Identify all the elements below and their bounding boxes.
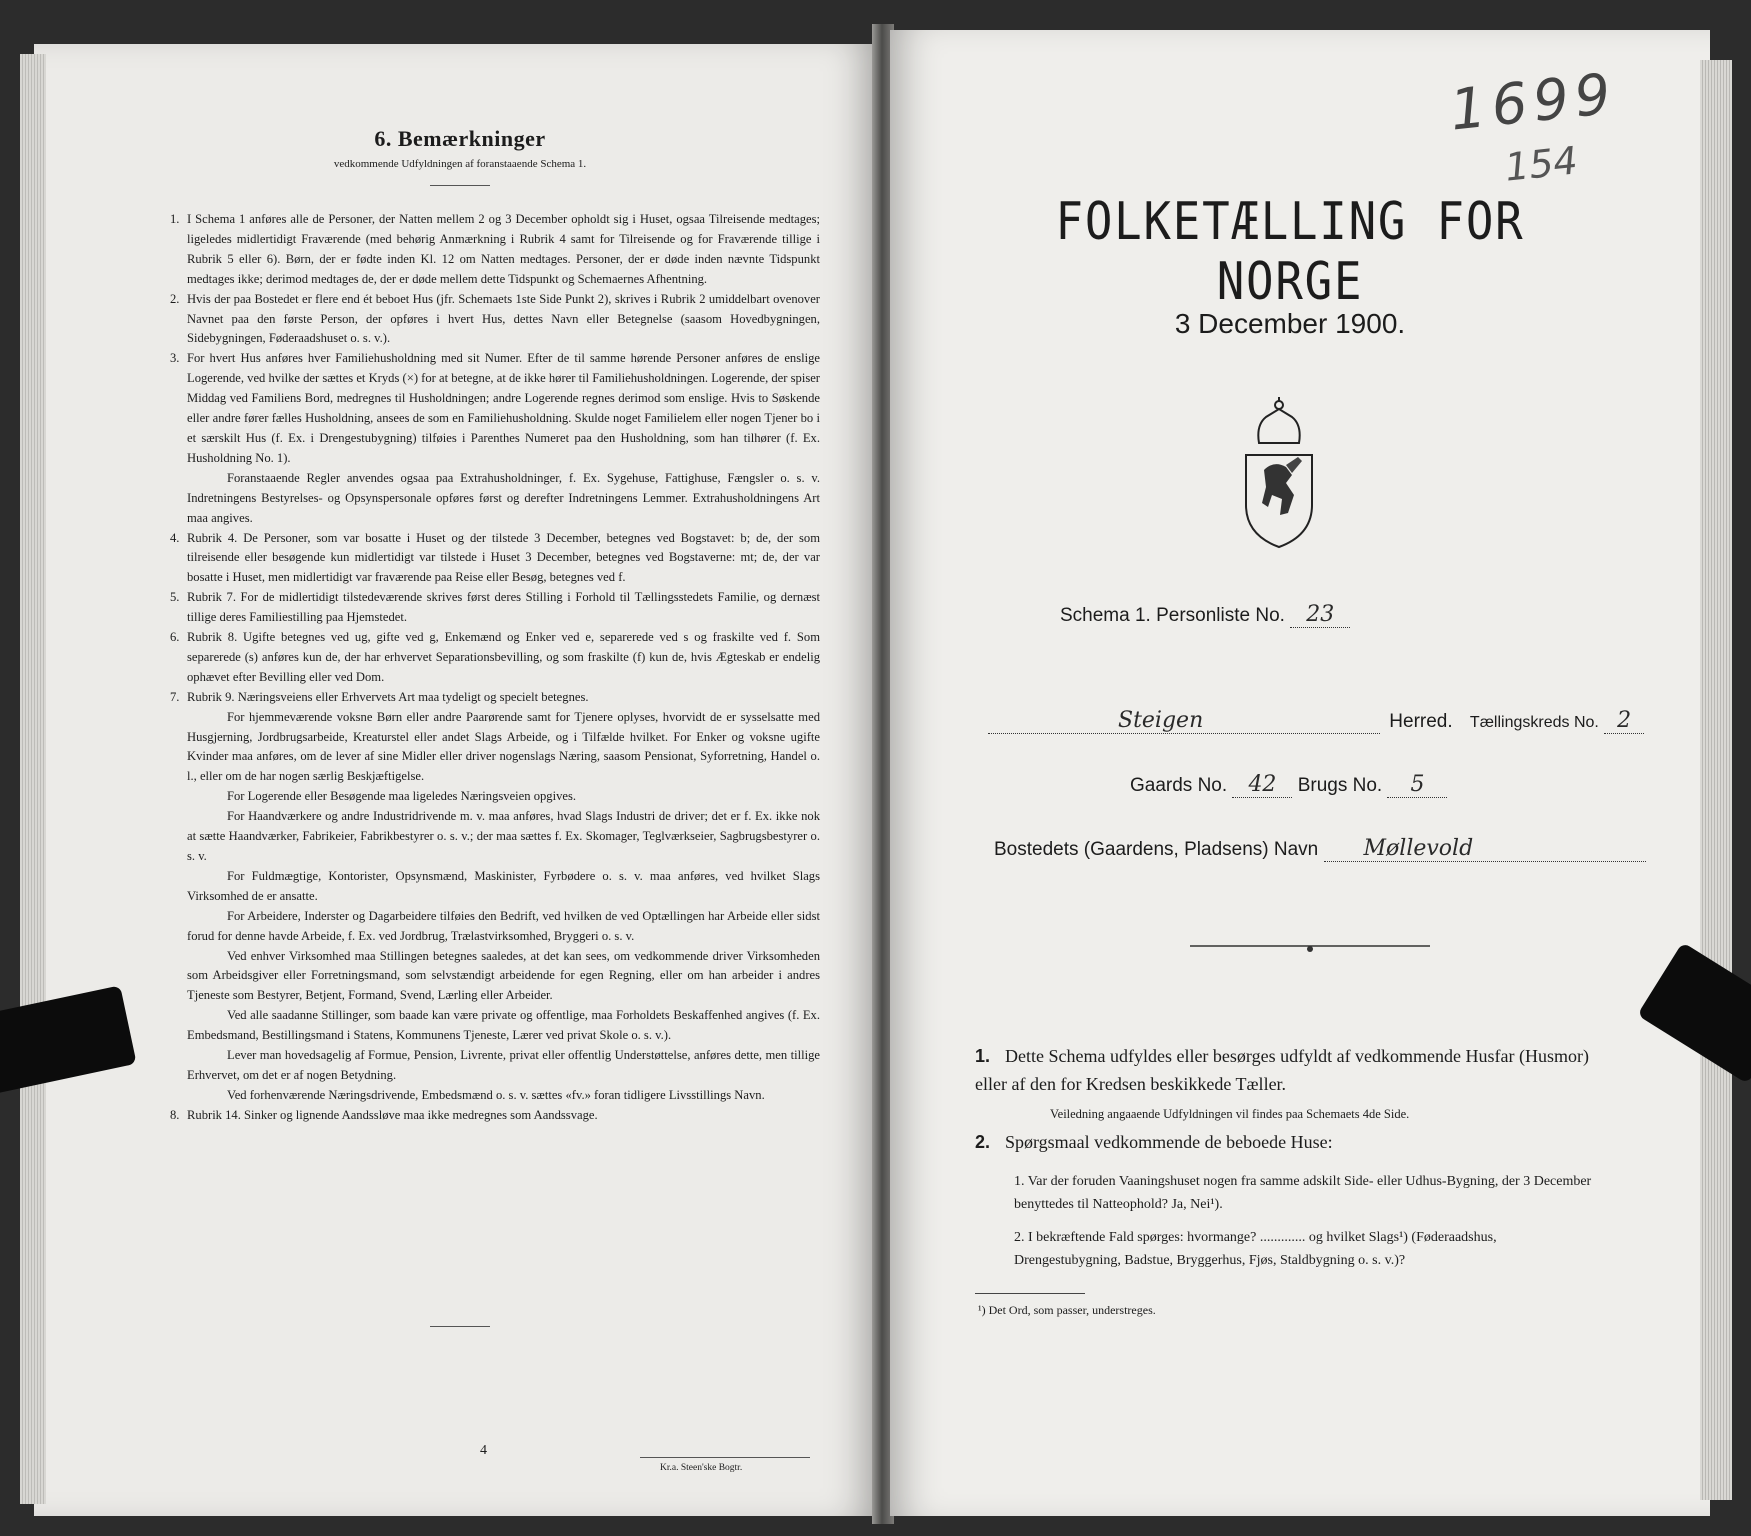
schema-line [1060, 602, 1350, 628]
herred-value: Steigen [1118, 708, 1204, 733]
remark-subparagraph: For Arbeidere, Inderster og Dagarbeidere tilføies den Bedrift, ved hvilken de ved Optællingen har Arbeide eller sidst forud for denne havde Arbeide, f. Ex. ved Jordbrug, Trælastvirksomhed, Bryggeri o. s. v. [187, 908, 820, 943]
remark-item [170, 688, 820, 708]
instruction-2 [975, 1128, 1605, 1156]
bosted-label: Bostedets (Gaardens, Pladsens) Navn [994, 839, 1319, 860]
end-rule [430, 1326, 490, 1327]
bosted-line [994, 836, 1646, 862]
remark-text: Rubrik 14. Sinker og lignende Aandssløve maa ikke medregnes som Aandssvage. [187, 1107, 598, 1122]
instruction-2-text: Spørgsmaal vedkommende de beboede Huse: [1005, 1132, 1333, 1152]
remark-subparagraph: Lever man hovedsagelig af Formue, Pension, Livrente, privat eller offentlig Understøttelse, anføres dette, men tillige Erhvervet, om det er af nogen Betydning. [187, 1048, 820, 1082]
printer-credit: Kr.a. Steen'ske Bogtr. [660, 1463, 743, 1473]
gaards-number: 42 [1248, 772, 1277, 797]
personliste-number: 23 [1306, 602, 1335, 627]
remark-item [170, 588, 820, 628]
pencil-archive-number: 1699 [1447, 61, 1620, 144]
remark-item [170, 1106, 820, 1126]
printer-rule [640, 1457, 810, 1458]
remark-text: Rubrik 9. Næringsveiens eller Erhvervets Art maa tydeligt og specielt betegnes. [187, 689, 589, 704]
left-page-edges [20, 54, 46, 1504]
herred-label: Herred. [1389, 711, 1453, 732]
remark-item [170, 349, 820, 468]
remark-subparagraph: For Logerende eller Besøgende maa ligeledes Næringsveien opgives. [227, 789, 577, 804]
remark-text: Hvis der paa Bostedet er flere end ét beboet Hus (jfr. Schemaets 1ste Side Punkt 2), skrives i Rubrik 2 umiddelbart ovenover Navnet paa den første Person, der opføres i hvert Hus, dettes Navn eller Betegnelse (saasom Hovedbygningen, Sidebygningen, Føderaadshuset o. s. v.). [187, 291, 820, 346]
brugs-label: Brugs No. [1297, 775, 1383, 796]
gaards-line [1130, 772, 1447, 798]
footnote-rule [975, 1293, 1085, 1294]
remark-subparagraph: For hjemmeværende voksne Børn eller andre Paarørende samt for Tjenere oplyses, hvorvidt de er sysselsatte med Husgjerning, Jordbrugsarbeide, Kreaturstel eller andet Slags Arbeide, og i Tilfælde hvilket. For Enker og voksne ugifte Kvinder maa anføres, om de lever af sine Midler eller driver nogenslags Næring, saasom Pensionat, Syforretning, Handel o. l., eller om de har nogen særlig Beskjæftigelse. [187, 709, 820, 784]
page-number: 4 [480, 1443, 487, 1458]
question-2: 2. I bekræftende Fald spørges: hvormange? ............. og hvilket Slags¹) (Føderaadshus, Drengestubygning, Badstue, Bryggerhus, Fjøs, Staldbygning o. s. v.)? [1014, 1230, 1497, 1268]
instruction-1-note: Veiledning angaaende Udfyldningen vil findes paa Schemaets 4de Side. [1050, 1107, 1410, 1121]
remark-item [170, 628, 820, 688]
title-rule [430, 185, 490, 186]
remark-number: 8. [170, 1107, 180, 1122]
remark-item [170, 290, 820, 350]
remark-subparagraph: Ved enhver Virksomhed maa Stillingen betegnes saaledes, at det kan sees, om vedkommende driver Virksomheden som Arbeidsgiver eller Forretningsmand, som selvstændigt arbeidende for egen Regning, eller om han arbeider i andres Tjeneste som Bestyrer, Betjent, Formand, Svend, Lærling eller Arbeider. [187, 948, 820, 1003]
instruction-1-text: Dette Schema udfyldes eller besørges udfyldt af vedkommende Husfar (Husmor) eller af den for Kredsen beskikkede Tæller. [975, 1046, 1589, 1094]
remarks-subtitle: vedkommende Udfyldningen af foranstaaende Schema 1. [333, 158, 587, 170]
pencil-archive-subnumber: 154 [1502, 138, 1580, 190]
remark-number: 1. [170, 212, 180, 226]
herred-line [988, 708, 1644, 734]
brugs-number: 5 [1410, 772, 1425, 797]
remark-number: 2. [170, 291, 180, 306]
remark-text: For hvert Hus anføres hver Familiehusholdning med sit Numer. Efter de til samme hørende Personer anføres de enslige Logerende, ved hvilke der sættes et Kryds (×) for at betegne, at de ikke hører til Familiehusholdningen. Logerende, der spiser Middag ved Familiens Bord, medregnes til Husholdningen; andre Logerende regnes derimod som enslige. Hvis to Søskende eller andre fører fælles Husholdning, ansees de som en Familiehusholdning. Skulde noget Familielem eller nogen Tjener bo i et særskilt Hus (f. Ex. i Drengestubygning) tilføies i Parenthes Numeret paa den Husholdning, som han tilhører (f. Ex. Husholdning No. 1). [187, 351, 820, 465]
remark-item [170, 529, 820, 589]
remark-number: 4. [170, 530, 180, 545]
kreds-number: 2 [1617, 708, 1632, 733]
remark-subparagraph: Ved alle saadanne Stillinger, som baade kan være private og offentlige, maa Forholdets Beskaffenhed angives (f. Ex. Embedsmand, Bestillingsmand i Statens, Kommunens Tjeneste, Lærer ved privat Skole o. s. v.). [187, 1008, 820, 1043]
instruction-2-number: 2. [975, 1132, 991, 1152]
bosted-value: Møllevold [1363, 836, 1474, 861]
gaards-label: Gaards No. [1130, 775, 1228, 796]
schema-label: Schema 1. Personliste No. [1060, 605, 1285, 626]
right-page-edges [1700, 60, 1732, 1500]
remark-number: 7. [170, 689, 180, 704]
coat-of-arms-icon [1234, 395, 1324, 555]
remark-number: 6. [170, 630, 180, 645]
remark-subparagraph: For Haandværkere og andre Industridrivende m. v. maa anføres, hvad Slags Industri de driver; det er f. Ex. ikke nok at sætte Haandværker, Fabrikeier, Fabrikbestyrer o. s. v.; der maa sættes f. Ex. Skomager, Teglværkseier, Sagbrugsbestyrer o. s. v. [187, 809, 820, 863]
remark-text: Rubrik 8. Ugifte betegnes ved ug, gifte ved g, Enkemænd og Enker ved e, separerede ved s og fraskilte ved f. Som separerede (s) anføres kun de, der har erhvervet Separationsbevilling, og som fraskilte (f) kun de, hvis Ægteskab er endelig ophævet efter Bevilling eller ved Dom. [187, 630, 820, 684]
footnote: ¹) Det Ord, som passer, understreges. [978, 1303, 1156, 1317]
question-1: 1. Var der foruden Vaaningshuset nogen fra samme adskilt Side- eller Udhus-Bygning, der 3 December benyttedes til Natteophold? Ja, Nei¹). [1014, 1174, 1592, 1212]
instruction-1-number: 1. [975, 1046, 991, 1066]
instruction-1 [975, 1042, 1605, 1128]
remarks-title: 6. Bemærkninger [374, 126, 546, 151]
remark-subparagraph: Ved forhenværende Næringsdrivende, Embedsmænd o. s. v. sættes «fv.» foran tidligere Livsstillings Navn. [227, 1087, 765, 1102]
ornament-divider-icon [1190, 940, 1430, 954]
census-date: 3 December 1900. [1174, 308, 1406, 339]
census-title: FOLKETÆLLING FOR NORGE [1055, 192, 1525, 312]
remark-text: Rubrik 7. For de midlertidigt tilstedeværende skrives først deres Stilling i Forhold til Tællingsstedets Familie, og dernæst tillige deres Familiestilling paa Hjemstedet. [187, 590, 820, 625]
remark-subparagraph: For Fuldmægtige, Kontorister, Opsynsmænd, Maskinister, Fyrbødere o. s. v. maa anføres, ved hvilket Slags Virksomhed de er ansatte. [187, 868, 820, 903]
remark-text: Rubrik 4. De Personer, som var bosatte i Huset og der tilstede 3 December, betegnes ved Bogstavet: b; de, der som tilreisende eller besøgende kun midlertidigt var tilstede i Huset 3 December, betegnes ved Bogstaverne: mt; de, der var bosatte i Huset, men midlertidigt var fraværende paa Reise eller Besøg, betegnes ved f. [187, 530, 820, 585]
remark-item [170, 210, 820, 290]
remark-number: 3. [170, 351, 180, 366]
remark-subparagraph: Foranstaaende Regler anvendes ogsaa paa Extrahusholdninger, f. Ex. Sygehuse, Fattighuse, Fængsler o. s. v. Indretningens Bestyrelses- og Opsynspersonale opføres først og derefter Indretningens Lemmer. Extrahusholdningens Art maa angives. [187, 470, 820, 525]
remark-number: 5. [170, 590, 180, 605]
kreds-label: Tællingskreds No. [1469, 714, 1599, 731]
remark-text: I Schema 1 anføres alle de Personer, der Natten mellem 2 og 3 December opholdt sig i Huset, ogsaa Tilreisende medtages; ligeledes midlertidigt Fraværende (med behørig Anmærkning i Rubrik 4 samt for Tilreisende og for Fraværende tillige i Rubrik 5 eller 6). Børn, der er fødte inden Kl. 12 om Natten medtages. Personer, der er døde inden nævnte Tidspunkt medtages ikke; derimod medtages de, der er døde mellem dette Tidspunkt og Schemaernes Afhentning. [187, 212, 820, 286]
remarks-list [170, 210, 820, 1126]
